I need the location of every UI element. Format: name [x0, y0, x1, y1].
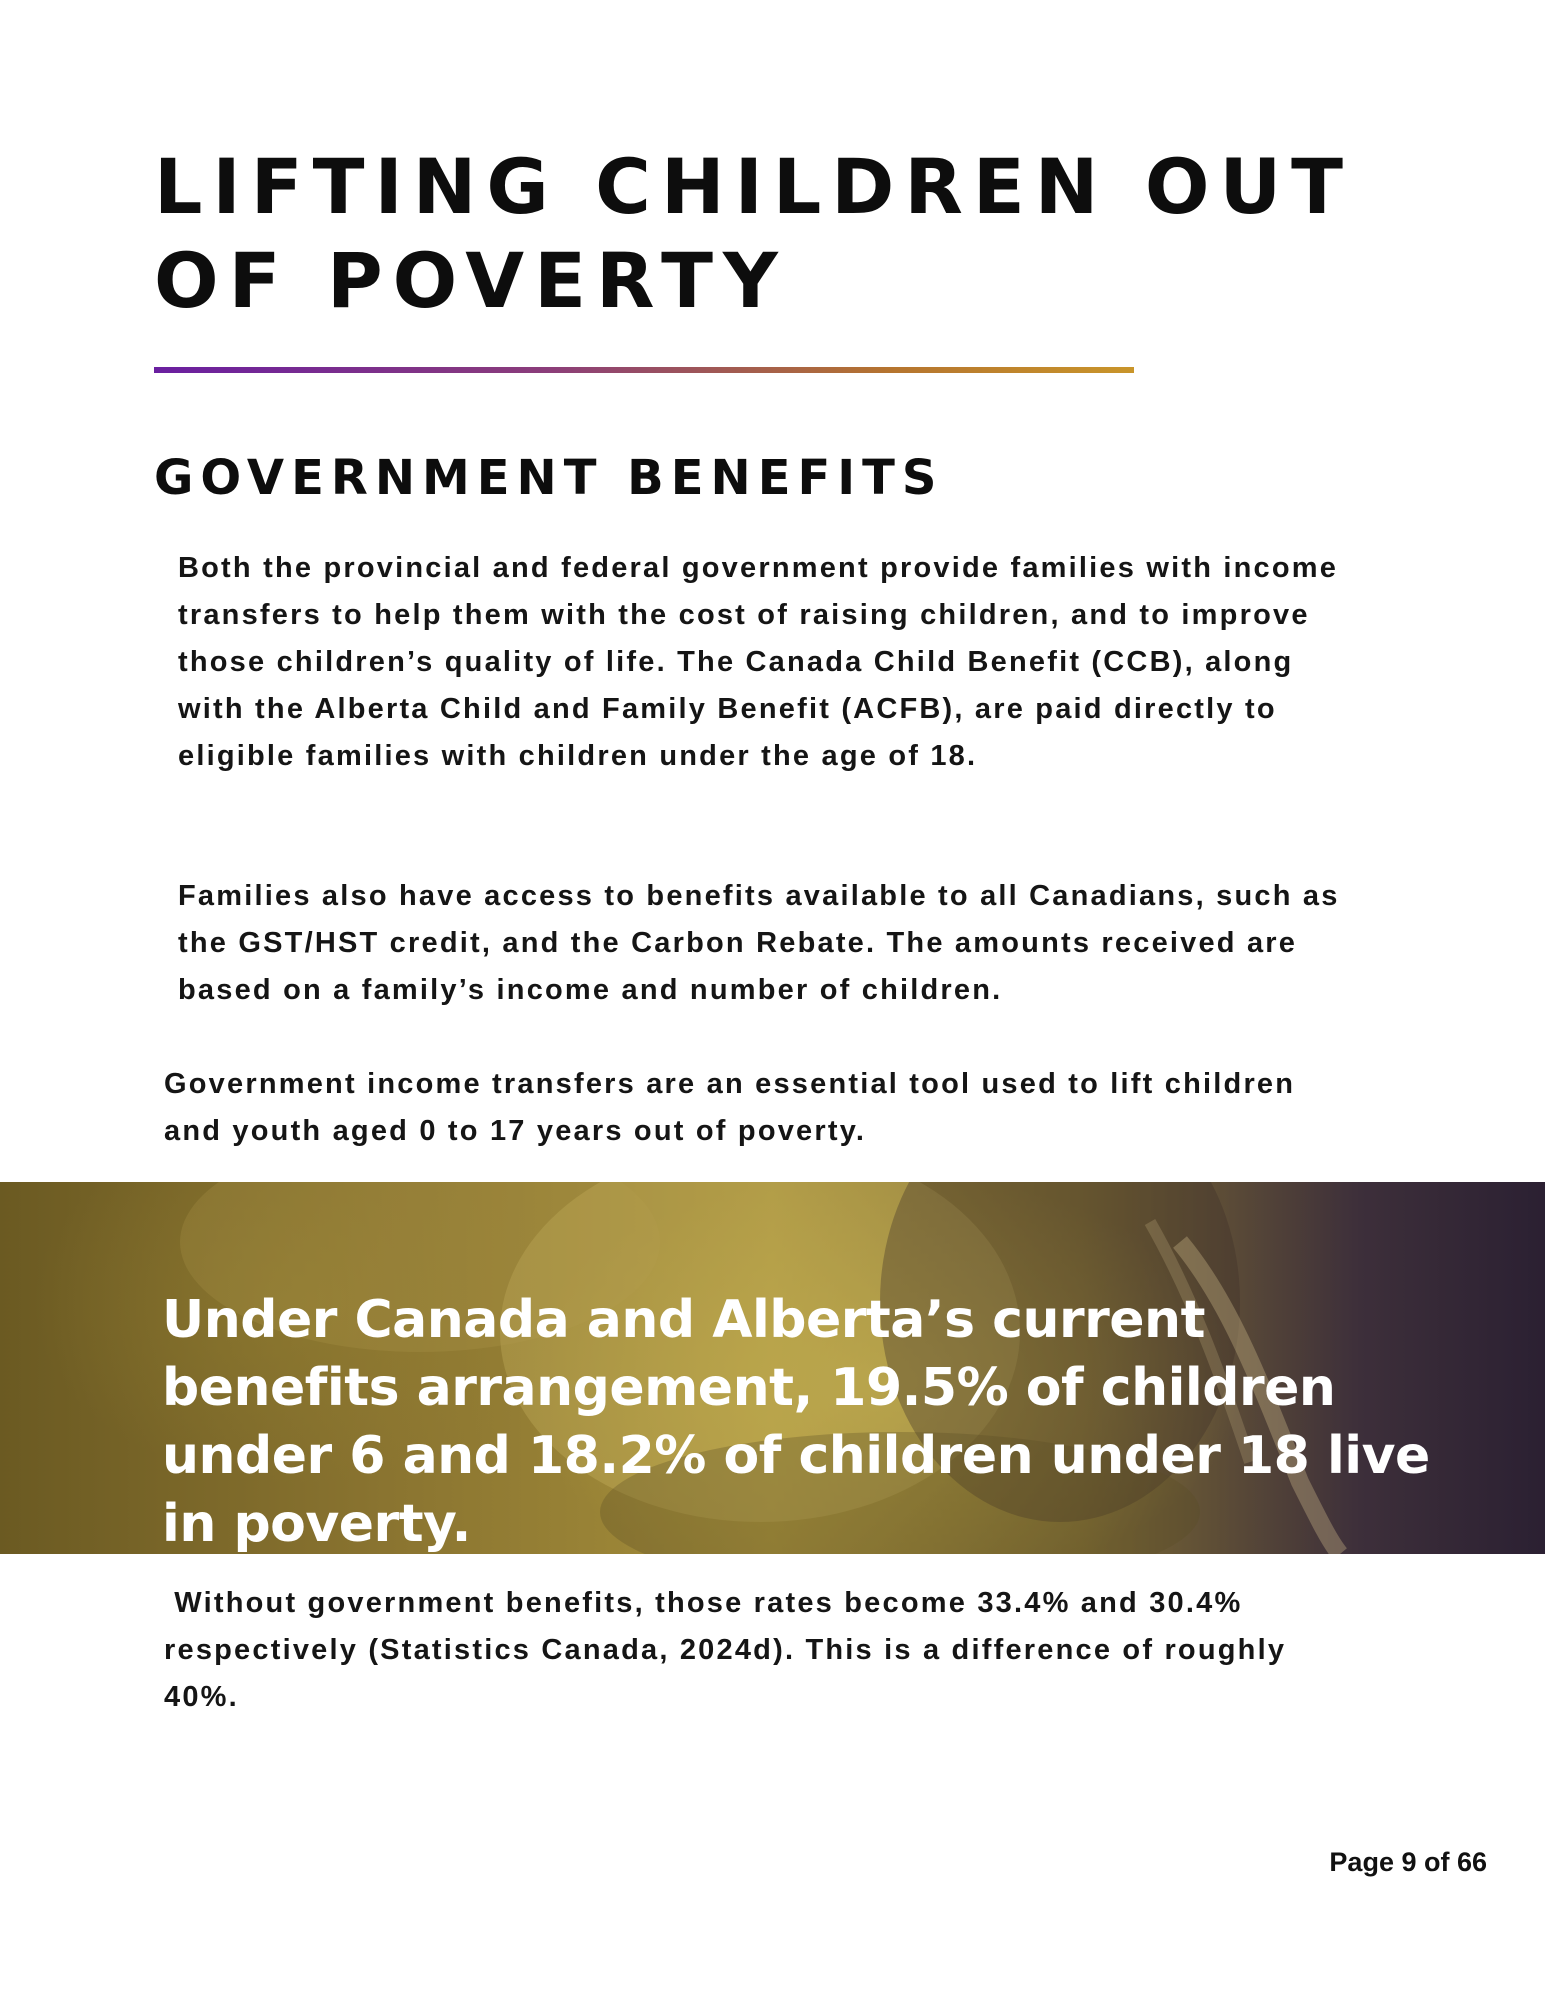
banner-statistic: Under Canada and Alberta’s current benefits arrangement, 19.5% of children under 6 and 18.2% of children under 18 live in poverty.: [162, 1290, 1430, 1554]
page-title: LIFTING CHILDREN OUT OF POVERTY: [154, 142, 1354, 325]
title-divider: [154, 367, 1134, 373]
paragraph-benefits-intro: Both the provincial and federal government provide families with income transfers to help them with the cost of raising children, and to improve those children’s quality of life. The Canada Child Benefit (CCB), along with the Alberta Child and Family Benefit (ACFB), are paid directly to eligible families with children under the age of 18.: [178, 552, 1339, 772]
section-heading: GOVERNMENT BENEFITS: [154, 450, 944, 506]
paragraph-income-transfers: Government income transfers are an essential tool used to lift children and youth aged 0 to 17 years out of poverty.: [164, 1068, 1296, 1147]
page-number: Page 9 of 66: [1329, 1847, 1487, 1877]
paragraph-additional-benefits: Families also have access to benefits available to all Canadians, such as the GST/HST credit, and the Carbon Rebate. The amounts received are based on a family’s income and number of children.: [178, 880, 1340, 1006]
paragraph-without-benefits: Without government benefits, those rates become 33.4% and 30.4% respectively (Statistics Canada, 2024d). This is a difference of roughly 40%.: [164, 1587, 1297, 1713]
highlight-banner: [0, 1182, 1545, 1554]
